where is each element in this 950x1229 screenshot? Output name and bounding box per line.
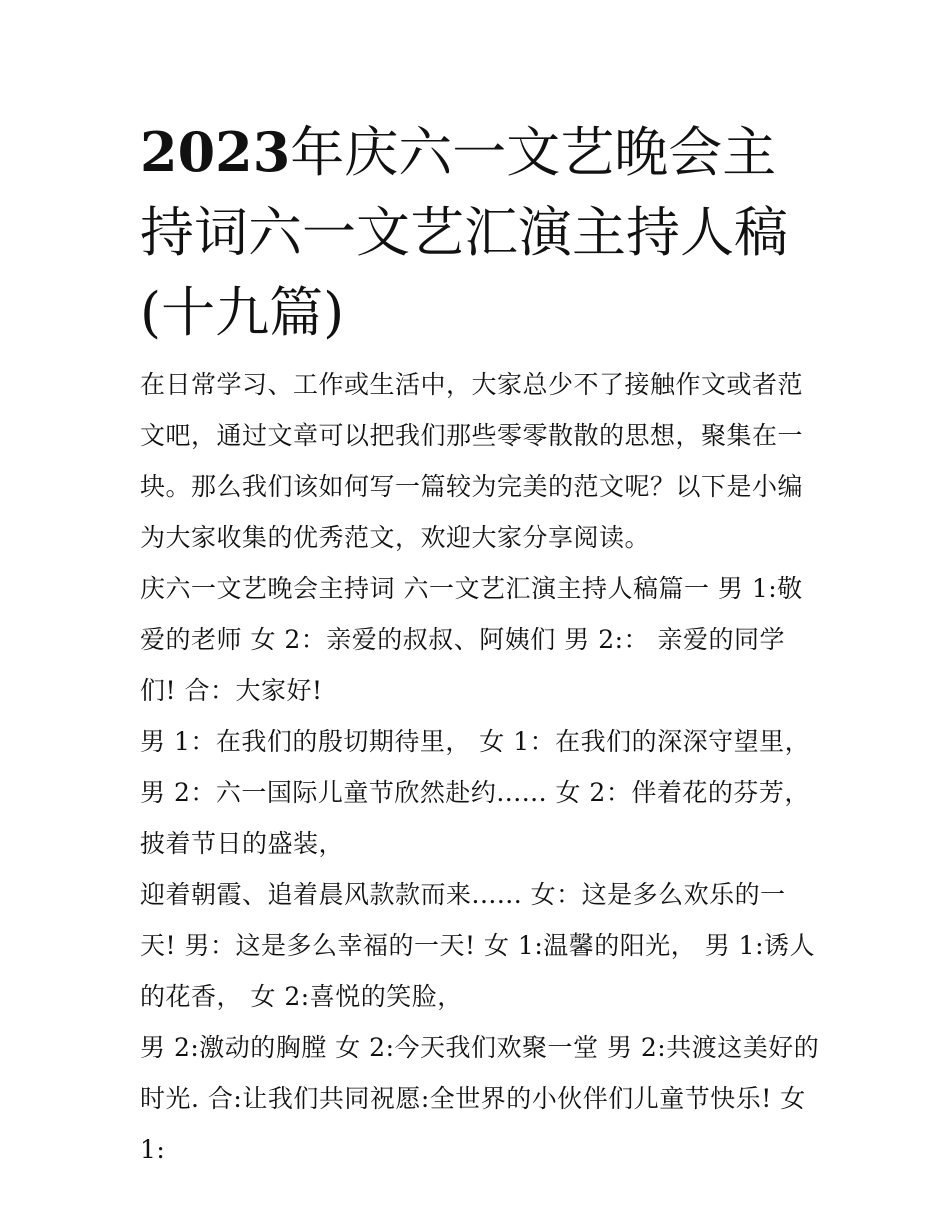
document-page	[140, 112, 820, 1175]
document-title	[140, 112, 820, 353]
paragraph-dialogue-1: 男 1：在我们的殷切期待里， 女 1：在我们的深深守望里， 男 2：六一国际儿童节欣然赴约...... 女 2：伴着花的芬芳，披着节日的盛装，	[140, 727, 811, 858]
paragraph-intro: 在日常学习、工作或生活中，大家总少不了接触作文或者范文吧，通过文章可以把我们那些零零散散的思想，聚集在一块。那么我们该如何写一篇较为完美的范文呢？以下是小编为大家收集的优秀范文，欢迎大家分享阅读。	[140, 370, 804, 552]
title-year: 2023	[140, 120, 291, 184]
paragraph-opening: 庆六一文艺晚会主持词 六一文艺汇演主持人稿篇一 男 1:敬爱的老师 女 2：亲爱的叔叔、阿姨们 男 2:： 亲爱的同学们! 合：大家好!	[140, 574, 803, 705]
paragraph-dialogue-2: 迎着朝霞、追着晨风款款而来...... 女：这是多么欢乐的一天! 男：这是多么幸福的一天! 女 1:温馨的阳光， 男 1:诱人的花香， 女 2:喜悦的笑脸，	[140, 880, 815, 1011]
title-text: 年庆六一文艺晚会主持词六一文艺汇演主持人稿(十九篇)	[140, 121, 788, 344]
paragraph-dialogue-3: 男 2:激动的胸膛 女 2:今天我们欢聚一堂 男 2:共渡这美好的时光. 合:让我们共同祝愿:全世界的小伙伴们儿童节快乐! 女 1:	[140, 1033, 820, 1164]
